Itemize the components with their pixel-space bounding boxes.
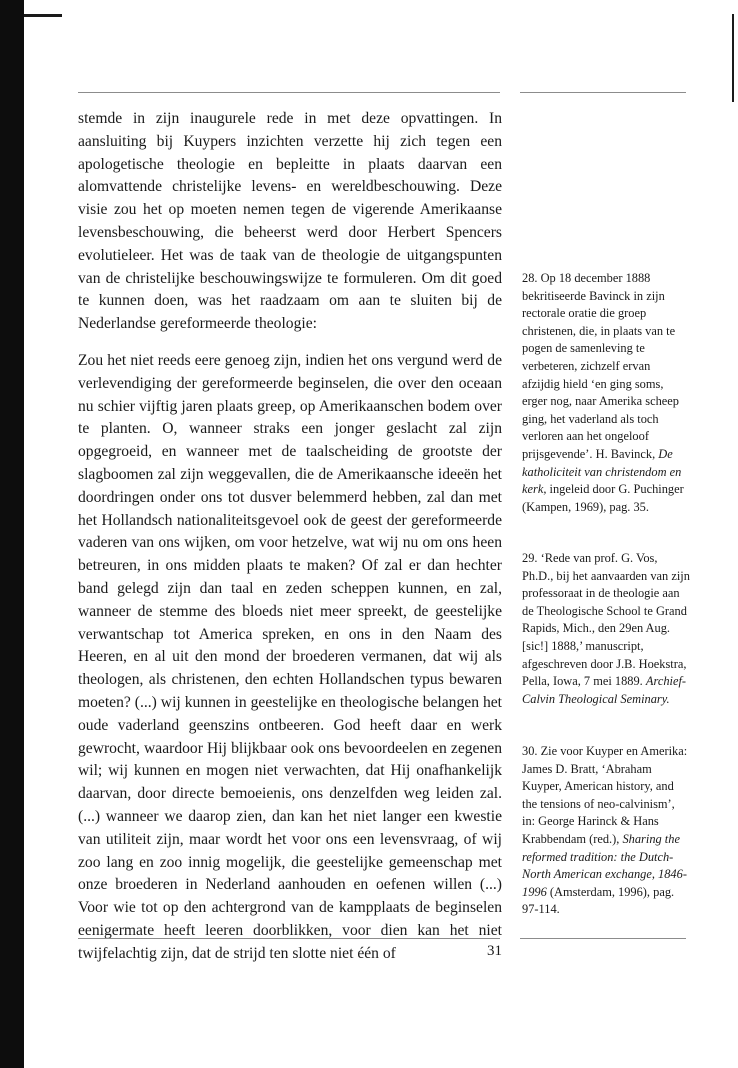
footnote-28-tail: ingeleid door G. Puchinger (Kampen, 1969), pag. 35.	[522, 482, 684, 514]
footnote-30-text: 30. Zie voor Kuyper en Amerika: James D. Bratt, ‘Abraham Kuyper, American history, and the tensions of neo-calvinism’, in: George Harinck & Hans Krabbendam (red.),	[522, 744, 688, 846]
header-rule-main	[78, 92, 500, 93]
footnote-29-title: Archief-Calvin Theological Seminary.	[522, 674, 687, 706]
footnote-28-title: De katholiciteit van christendom en kerk,	[522, 446, 682, 497]
body-paragraph-text: stemde in zijn inaugurele rede in met deze opvattingen. In aansluiting bij Kuypers inzichten verzette hij zich tegen een apologetische theologie en bepleitte in plaats daarvan een alomvattende christelijke levens- en wereldbeschouwing. Deze visie zou het op moeten nemen tegen de vigerende Amerikaanse levensbeschouwing, die beheerst werd door Herbert Spencers evolutieleer. Het was de taak van de theologie de uitgangspunten van de christelijke beschouwingswijze te formuleren. Om dit goed te kunnen doen, was het raadzaam om aan te sluiten bij de Nederlandse gereformeerde theologie:	[78, 110, 502, 333]
crop-mark-top-right	[732, 14, 734, 102]
scan-page-edge	[0, 0, 24, 1068]
footer-rule-main	[78, 938, 500, 939]
footer-rule-margin	[520, 938, 686, 939]
footnote-28	[522, 270, 690, 516]
crop-mark-top-left	[24, 14, 62, 17]
footnote-30-tail: (Amsterdam, 1996), pag. 97-114.	[522, 884, 675, 917]
footnote-30	[522, 743, 690, 919]
page-number: 31	[487, 943, 502, 959]
footnote-29	[522, 550, 690, 708]
footnote-28-text: 28. Op 18 december 1888 bekritiseerde Bavinck in zijn rectorale oratie die groep christenen, die, in plaats van te pogen de samenleving te verbeteren, zichzelf ervan afzijdig hield ‘en ging soms, erger nog, naar Amerika scheep ging, het vaderland als toch verloren aan het ongeloof prijsgevende’. H. Bavinck,	[522, 271, 679, 461]
block-quotation	[78, 350, 502, 966]
header-rule-margin	[520, 92, 686, 93]
footnote-30-title: Sharing the reformed tradition: the Dutch-North American exchange, 1846-1996	[522, 831, 687, 899]
footnote-29-text: 29. ‘Rede van prof. G. Vos, Ph.D., bij het aanvaarden van zijn professoraat in de theologie aan de Theologische School te Grand Rapids, Mich., den 29en Aug. [sic!] 1888,’ manuscript, afgeschreven door J.B. Hoekstra, Pella, Iowa, 7 mei 1889.	[522, 551, 690, 689]
body-paragraph	[78, 108, 502, 336]
block-quotation-text: Zou het niet reeds eere genoeg zijn, indien het ons vergund werd de verlevendiging der gereformeerde beginselen, die over den oceaan nu schier vijftig jaren plaats greep, op Amerikaanschen bodem over te planten. O, wanneer straks een jonger geslacht zal zijn opgegroeid, en wanneer met de taalscheiding de grootste der slagboomen zal zijn weggevallen, die de Amerikaansche ideeën het doordringen onder ons tot dusver belemmerd hebben, zal dan met het Hollandsch nationaliteitsgevoel ook de geest der gereformeerde vaderen van ons wijken, om voor hetzelve, wat wij nu om ons heen betreuren, in ons midden plaats te maken? Of zal er dan hechter band gelegd zijn dan taal en zeden scheppen kunnen, en zal, wanneer de stemme des bloeds niet meer spreekt, de geestelijke verwantschap tot America spreken, en ons in den Naam des Heeren, en al uit den mond der broederen vermanen, dat wij als theologen, als christenen, den echten Hollandschen typus bewaren moeten? (...) wij kunnen in geestelijke en theologische belangen het oude vaderland geenszins ontbeeren. God heeft daar en werk gewrocht, waardoor Hij blijkbaar ook ons bevoordeelen en zegenen wil; wij kunnen en mogen niet verwachten, dat Hij onafhankelijk daarvan, door directe bemoeienis, ons denzelfden weg leiden zal. (...) wanneer we daarop zien, dan kan het niet langer een kwestie van utiliteit zijn, maar wordt het voor ons een levensvraag, of wij zoo lang en zoo innig mogelijk, die geestelijke gemeenschap met onze broederen in Nederland aanhouden en oefenen willen (...) Voor wie tot op den achtergrond van de kampplaats de beginselen eenigermate heeft leeren doorblikken, voor dien kan het niet twijfelachtig zijn, dat de strijd ten slotte niet één of	[78, 352, 502, 962]
